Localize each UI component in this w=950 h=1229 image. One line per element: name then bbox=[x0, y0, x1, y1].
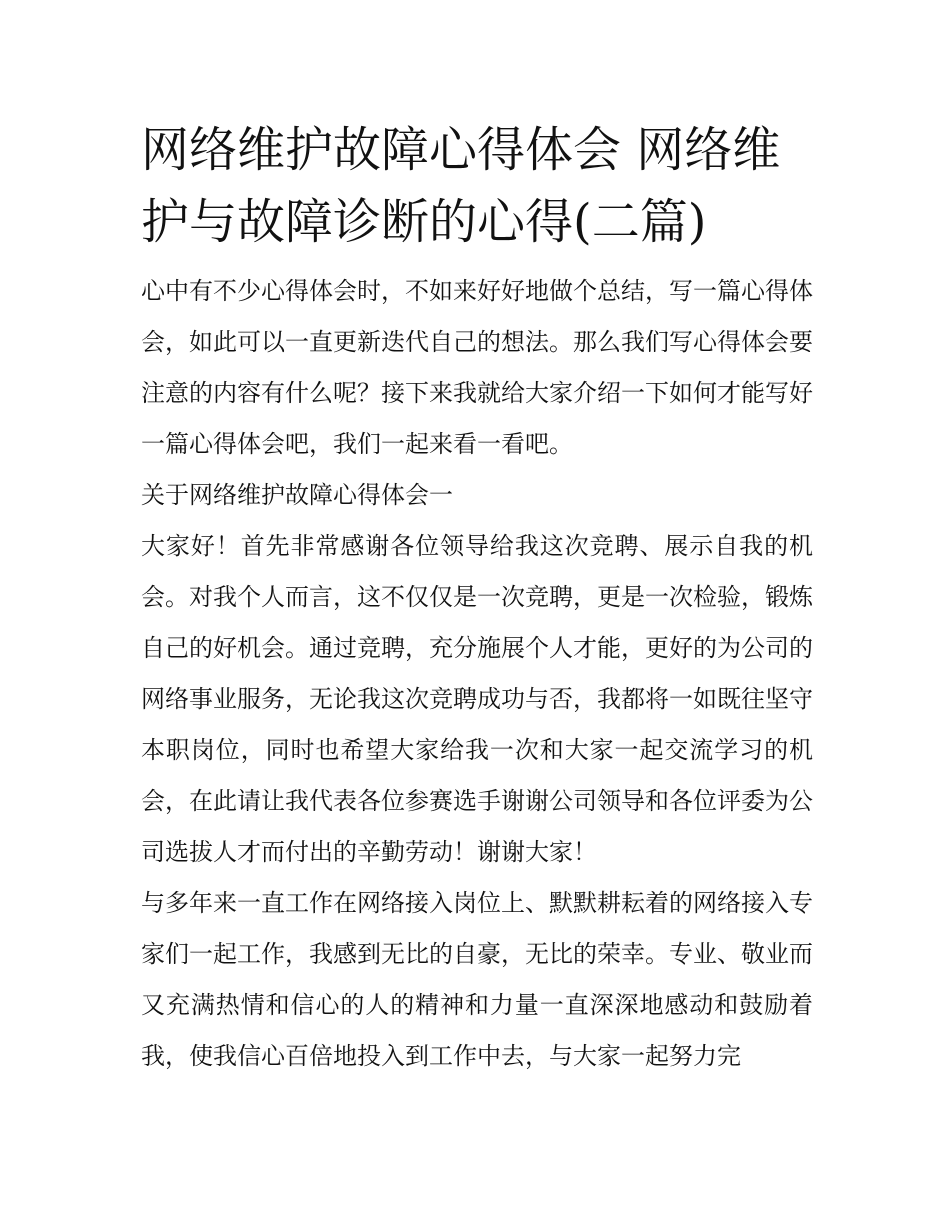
paragraph-greeting: 大家好！首先非常感谢各位领导给我这次竞聘、展示自我的机会。对我个人而言，这不仅仅是一次竞聘，更是一次检验，锻炼自己的好机会。通过竞聘，充分施展个人才能，更好的为公司的网络事业服务，无论我这次竞聘成功与否，我都将一如既往坚守本职岗位，同时也希望大家给我一次和大家一起交流学习的机会，在此请让我代表各位参赛选手谢谢公司领导和各位评委为公司选拔人才而付出的辛勤劳动！谢谢大家！ bbox=[141, 532, 813, 866]
document-body bbox=[141, 114, 813, 1082]
document-title: 网络维护故障心得体会 网络维护与故障诊断的心得(二篇) bbox=[141, 122, 781, 250]
section-heading: 关于网络维护故障心得体会一 bbox=[141, 481, 453, 509]
paragraph-body: 与多年来一直工作在网络接入岗位上、默默耕耘着的网络接入专家们一起工作，我感到无比的自豪，无比的荣幸。专业、敬业而又充满热情和信心的人的精神和力量一直深深地感动和鼓励着我，使我信心百倍地投入到工作中去，与大家一起努力完 bbox=[141, 889, 813, 1070]
paragraph-intro: 心中有不少心得体会时，不如来好好地做个总结，写一篇心得体会，如此可以一直更新迭代自己的想法。那么我们写心得体会要注意的内容有什么呢？接下来我就给大家介绍一下如何才能写好一篇心得体会吧，我们一起来看一看吧。 bbox=[141, 277, 813, 458]
